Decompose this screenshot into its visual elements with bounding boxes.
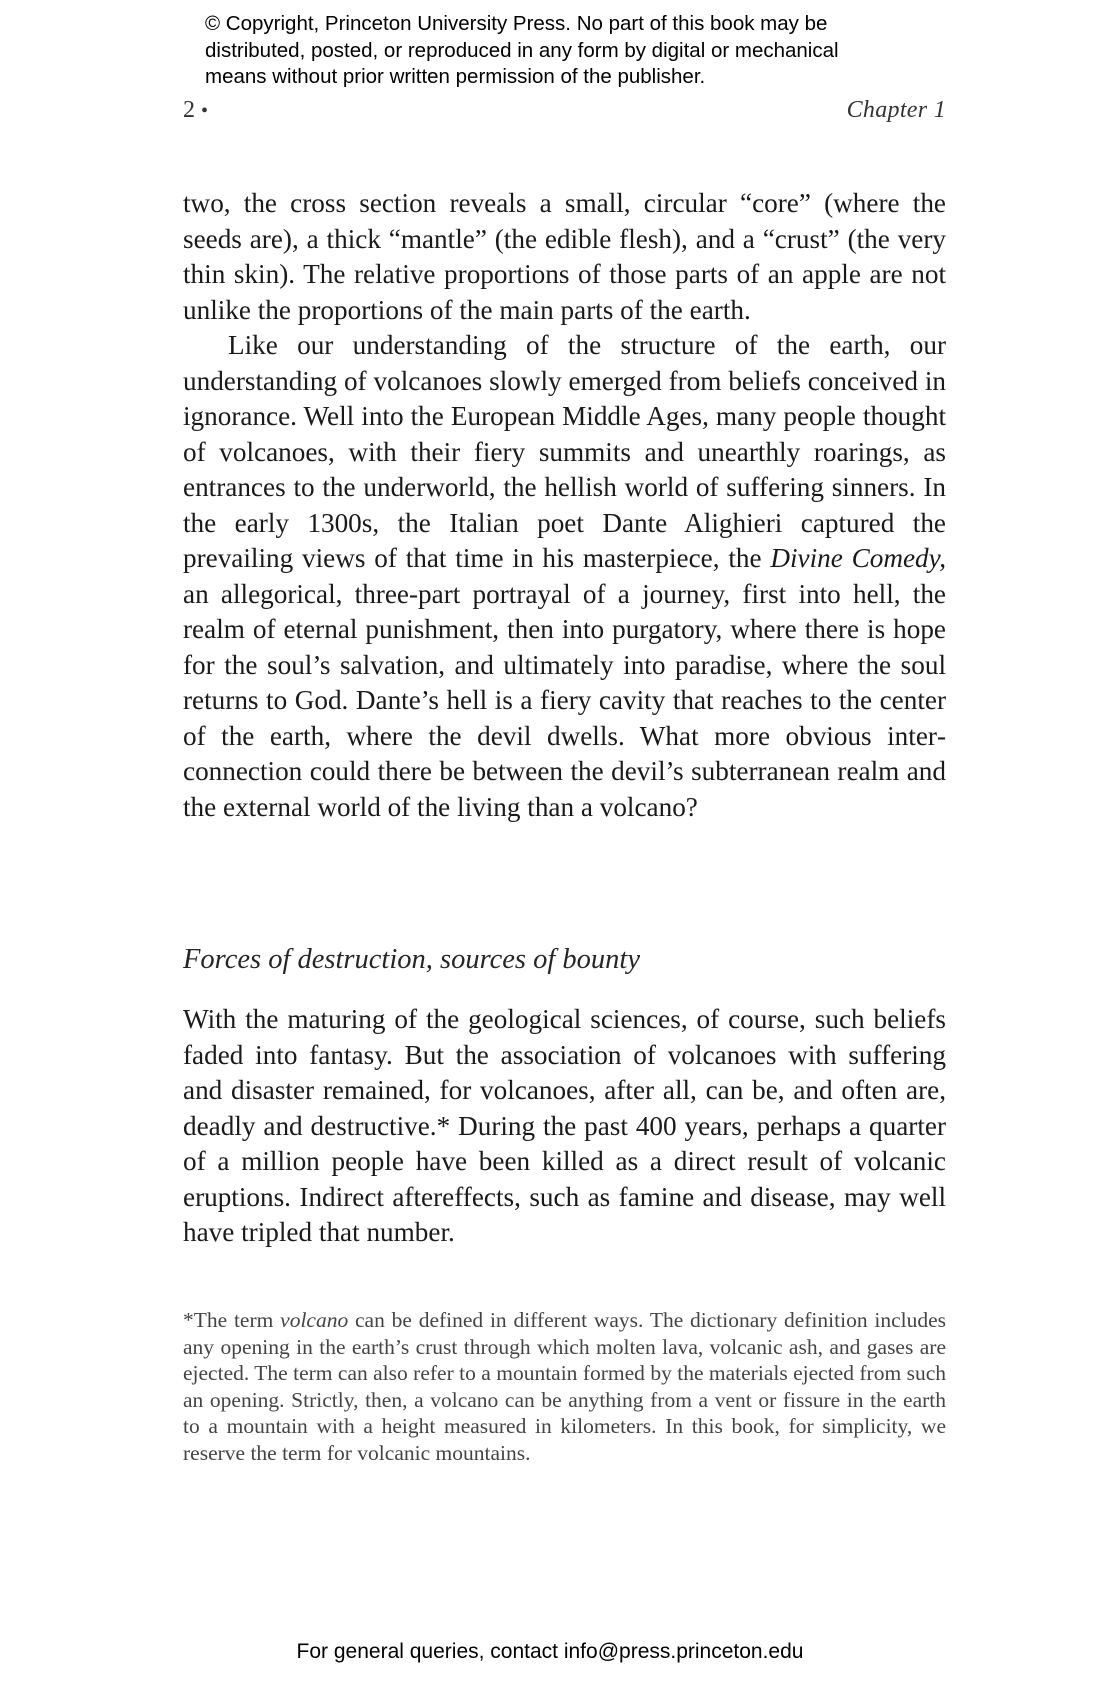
copyright-line: © Copyright, Princeton University Press. No part of this book may be — [205, 12, 828, 35]
chapter-label: Chapter 1 — [846, 97, 946, 123]
paragraph-text: Like our understanding of the structure of the earth, our understanding of volcanoes slowly emerged from beliefs conceived in ignorance. Well into the European Middle Ages, many people thought of volcanoes, with their fiery summits and unearthly roarings, as entrances to the underworld, the hellish world of suffering sinners. In the early 1300s, the Italian poet Dante Alighieri captured the prevailing views of that time in his masterpiece, the — [183, 330, 946, 573]
book-title-divine-comedy: Divine Comedy, — [770, 543, 947, 573]
copyright-line: distributed, posted, or reproduced in any form by digital or mechanical — [205, 38, 839, 62]
paragraph-continued: two, the cross section reveals a small, circular “core” (where the seeds are), a thick “mantle” (the edible flesh), and a “crust” (the very thin skin). The relative proportions of those parts of an apple are not unlike the proportions of the main parts of the earth. — [183, 188, 946, 325]
copyright-line: means without prior written permission of the publisher. — [205, 65, 706, 88]
footnote-term: volcano — [280, 1308, 349, 1332]
copyright-notice — [205, 11, 945, 91]
paragraph-destruction: With the maturing of the geological sciences, of course, such beliefs faded into fantasy. But the association of volcanoes with suffering and disaster remained, for volcanoes, after all, can be, and often are, deadly and destructive.* During the past 400 years, perhaps a quarter of a million people have been killed as a direct result of volcanic eruptions. Indirect aftereffects, such as famine and disease, may well have tripled that number. — [183, 1004, 946, 1247]
paragraph-dante — [183, 328, 946, 825]
page-number-value: 2 — [183, 97, 195, 123]
body-text — [183, 186, 946, 825]
running-head — [183, 97, 946, 129]
page-number — [183, 97, 208, 124]
paragraph-text: an allegorical, three-part portrayal of a journey, first into hell, the realm of eternal punishment, then into purgatory, where there is hope for the soul’s salvation, and ultimately into paradise, where the soul returns to God. Dante’s hell is a fiery cavity that reaches to the center of the earth, where the devil dwells. What more obvious interconnection could there be between the devil’s subterranean realm and the external world of the living than a volcano? — [183, 578, 946, 822]
footnote-text — [183, 1307, 946, 1467]
page-number-bullet: • — [201, 100, 209, 122]
footnote-text-start: *The term — [183, 1308, 281, 1332]
footnote — [183, 1307, 946, 1467]
footnote-text-rest: can be defined in different ways. The dictionary definition includes any opening in the earth’s crust through which molten lava, volcanic ash, and gases are ejected. The term can also refer to a mountain formed by the materials ejected from such an opening. Strictly, then, a volcano can be anything from a vent or fissure in the earth to a mountain with a height measured in kilometers. In this book, for simplicity, we reserve the term for volcanic mountains. — [183, 1308, 947, 1465]
section-text — [183, 1002, 946, 1251]
section-heading: Forces of destruction, sources of bounty — [183, 944, 640, 975]
footer-contact: For general queries, contact info@press.princeton.edu — [296, 1640, 804, 1663]
